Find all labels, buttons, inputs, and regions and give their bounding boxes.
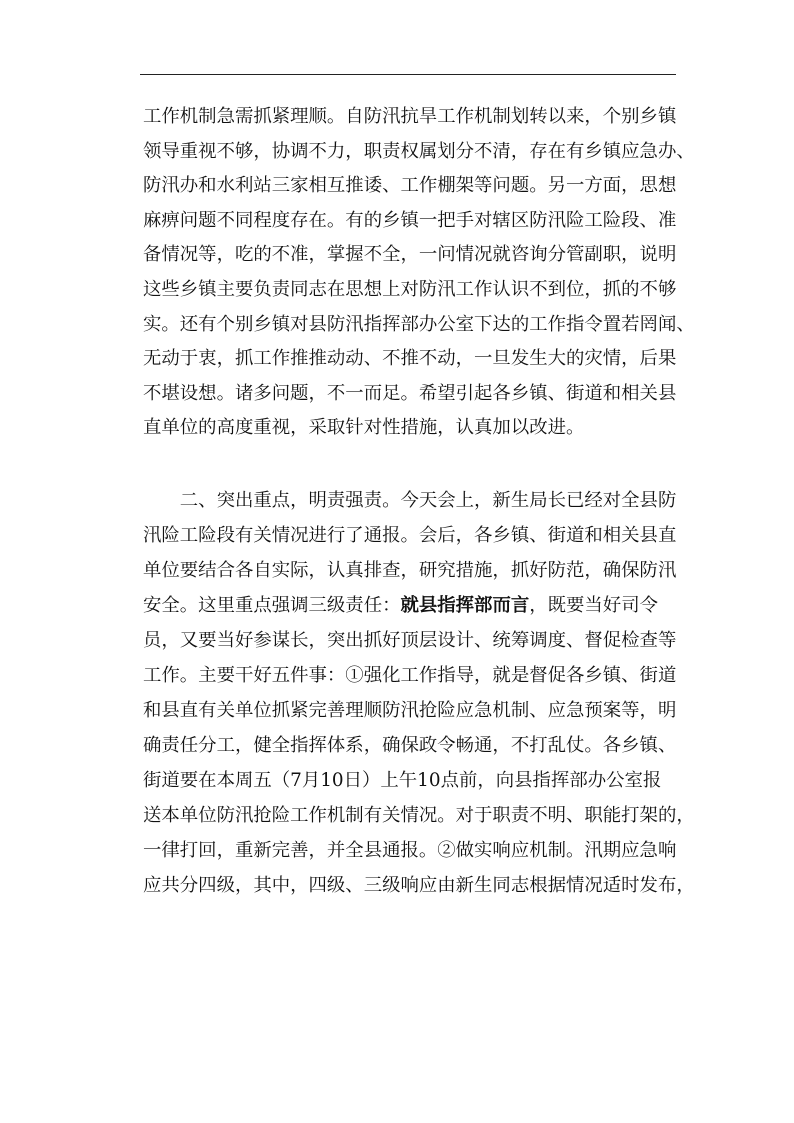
text-line: 单位要结合各自实际，认真排查，研究措施，抓好防范，确保防汛: [143, 559, 677, 581]
text-line: 送本单位防汛抢险工作机制有关情况。对于职责不明、职能打架的，: [143, 804, 695, 826]
paragraph-1: [143, 100, 695, 446]
header-rule: [140, 74, 676, 75]
text-line: 汛险工险段有关情况进行了通报。会后，各乡镇、街道和相关县直: [143, 524, 677, 546]
text-line: 备情况等，吃的不准，掌握不全，一问情况就咨询分管副职，说明: [143, 244, 677, 266]
paragraph-gap: [143, 446, 683, 483]
text-line: 麻痹问题不同程度存在。有的乡镇一把手对辖区防汛险工险段、准: [143, 209, 677, 231]
text-line: 一律打回，重新完善，并全县通报。②做实响应机制。汛期应急响: [143, 839, 677, 861]
paragraph-2: [143, 483, 695, 903]
text-line: 工作机制急需抓紧理顺。自防汛抗旱工作机制划转以来，个别乡镇: [143, 106, 677, 127]
text-segment: ，既要当好司令: [529, 594, 658, 616]
text-line: 确责任分工，健全指挥体系，确保政令畅通，不打乱仗。各乡镇、: [143, 734, 677, 756]
text-line: 实。还有个别乡镇对县防汛指挥部办公室下达的工作指令置若罔闻、: [143, 313, 695, 335]
text-line: 防汛办和水利站三家相互推诿、工作棚架等问题。另一方面，思想: [143, 175, 677, 197]
text-line: 街道要在本周五（7月10日）上午10点前，向县指挥部办公室报: [143, 769, 662, 791]
text-line: 应共分四级，其中，四级、三级响应由新生同志根据情况适时发布，: [143, 874, 695, 896]
document-body: [143, 100, 695, 903]
text-line: 这些乡镇主要负责同志在思想上对防汛工作认识不到位，抓的不够: [143, 278, 677, 300]
text-line: 二、突出重点，明责强责。今天会上，新生局长已经对全县防: [143, 489, 677, 511]
text-line-with-emphasis: [143, 588, 683, 623]
text-line: 不堪设想。诸多问题，不一而足。希望引起各乡镇、街道和相关县: [143, 382, 677, 404]
text-line: 领导重视不够，协调不力，职责权属划分不清，存在有乡镇应急办、: [143, 140, 695, 162]
text-segment: 安全。这里重点强调三级责任：: [143, 594, 401, 616]
text-line: 和县直有关单位抓紧完善理顺防汛抢险应急机制、应急预案等，明: [143, 699, 677, 721]
text-line: 员，又要当好参谋长，突出抓好顶层设计、统筹调度、督促检查等: [143, 629, 677, 651]
text-line: 无动于衷，抓工作推推动动、不推不动，一旦发生大的灾情，后果: [143, 348, 677, 370]
emphasis-text: 就县指挥部而言: [400, 594, 530, 616]
text-line: 工作。主要干好五件事：①强化工作指导，就是督促各乡镇、街道: [143, 664, 677, 686]
text-line: 直单位的高度重视，采取针对性措施，认真加以改进。: [143, 417, 585, 439]
